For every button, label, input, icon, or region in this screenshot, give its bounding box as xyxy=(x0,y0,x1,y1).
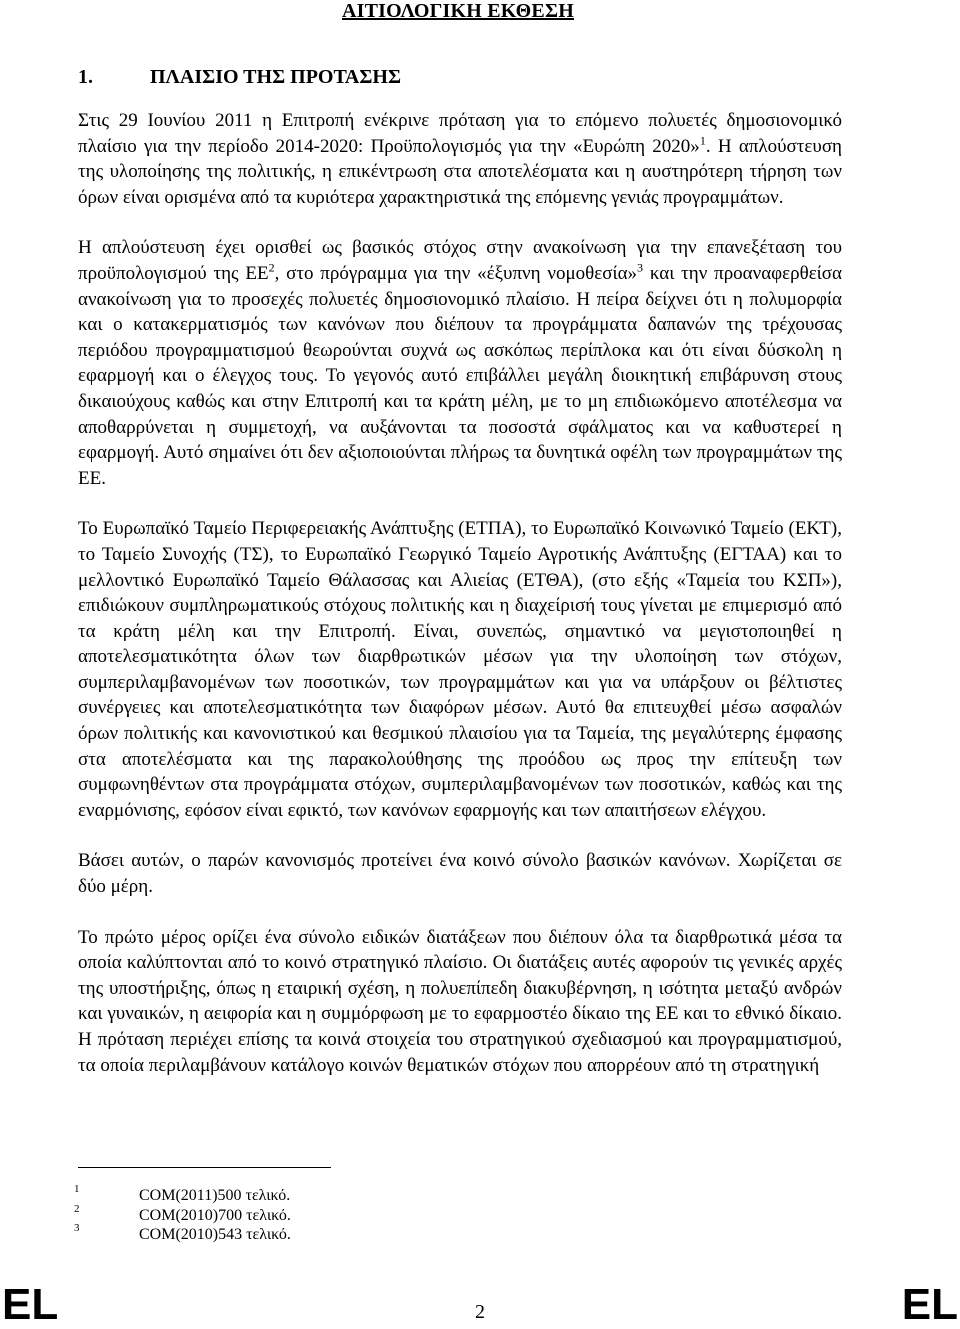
paragraph-3: Το Ευρωπαϊκό Ταμείο Περιφερειακής Ανάπτυξης (ΕΤΠΑ), το Ευρωπαϊκό Κοινωνικό Ταμείο (ΕΚΤ), το Ταμείο Συνοχής (ΤΣ), το Ευρωπαϊκό Γεωργικό Ταμείο Αγροτικής Ανάπτυξης (ΕΓΤΑΑ) και το μελλοντικό Ευρωπαϊκό Ταμείο Θάλασσας και Αλιείας (ΕΤΘΑ), (στο εξής «Ταμεία του ΚΣΠ»), επιδιώκουν συμπληρωματικούς στόχους πολιτικής και η διαχείρισή τους γίνεται με επιμερισμό από τα κράτη μέλη και την Επιτροπή. Είναι, συνεπώς, σημαντικό να μεγιστοποιηθεί η αποτελεσματικότητα όλων των διαρθρωτικών μέσων για την υλοποίηση των στόχων, συμπεριλαμβανομένων των ποσοτικών, των προγραμμάτων και για να υπάρξουν οι βέλτιστες συνέργειες και αποτελεσματικότητα των διαφόρων μέσων. Αυτό θα επιτευχθεί μέσω ασφαλών όρων πολιτικής και κανονιστικού και θεσμικού πλαισίου για τα Ταμεία, της μεγαλύτερης έμφασης στα αποτελέσματα και της παρακολούθησης της προόδου ως προς την επίτευξη των συμφωνηθέντων στα προγράμματα στόχων, συμπεριλαμβανομένων των ποσοτικών, καθώς και της εναρμόνισης, εφόσον είναι εφικτό, των κανόνων εφαρμογής και των απαιτήσεων ελέγχου. xyxy=(78,518,842,821)
footnote-separator xyxy=(78,1167,331,1168)
paragraph-5: Το πρώτο μέρος ορίζει ένα σύνολο ειδικών διατάξεων που διέπουν όλα τα διαρθρωτικά μέσα τα οποία καλύπτονται από το κοινό στρατηγικό πλαίσιο. Οι διατάξεις αυτές αφορούν τις γενικές αρχές της υποστήριξης, όπως η εταιρική σχέση, η πολυεπίπεδη διακυβέρνηση, η ισότητα μεταξύ ανδρών και γυναικών, η αειφορία και η συμμόρφωση με το εφαρμοστέο δίκαιο της ΕΕ και το εθνικό δίκαιο. Η πρόταση περιέχει επίσης τα κοινά στοιχεία του στρατηγικού σχεδιασμού και προγραμματισμού, τα οποία περιλαμβάνουν κατάλογο κοινών θεματικών στόχων που απορρέουν από τη στρατηγική xyxy=(78,926,842,1076)
page-number: 2 xyxy=(475,1301,485,1323)
section-number: 1. xyxy=(78,66,93,88)
footnote-text: COM(2010)543 τελικό. xyxy=(139,1226,291,1243)
footnotes xyxy=(74,1183,578,1245)
footnote-text: COM(2011)500 τελικό. xyxy=(139,1187,291,1204)
footnote-2 xyxy=(74,1202,578,1226)
footnote-text: COM(2010)700 τελικό. xyxy=(139,1206,291,1224)
language-code-left: EL xyxy=(2,1280,59,1329)
section-title: ΠΛΑΙΣΙΟ ΤΗΣ ΠΡΟΤΑΣΗΣ xyxy=(150,66,402,88)
paragraph-1-text-a: Στις 29 Ιουνίου 2011 η Επιτροπή ενέκρινε πρόταση για το επόμενο πολυετές δημοσιονομικό πλαίσιο για την περίοδο 2014-2020: Προϋπολογισμός για την «Ευρώπη 2020» xyxy=(78,110,842,157)
document-body xyxy=(78,108,842,1103)
paragraph-1-text-b: . Η απλούστευση της υλοποίησης της πολιτικής, η επικέντρωση στα αποτελέσματα και η αυστηρότερη τήρηση των όρων είναι ορισμένα από τα κυριότερα χαρακτηριστικά της επόμενης γενιάς προγραμμάτων. xyxy=(78,135,842,208)
paragraph-2-text-c: και την προαναφερθείσα ανακοίνωση για το προσεχές πολυετές δημοσιονομικό πλαίσιο. Η πείρα δείχνει ότι η πολυμορφία και ο κατακερματισμός των κανόνων που διέπουν τα προγράμματα δαπανών της τρέχουσας περιόδου προγραμματισμού θεωρούνται συχνά ως ασκόπως περίπλοκα και ότι είναι δύσκολη η εφαρμογή και ο έλεγχος τους. Το γεγονός αυτό επιβάλλει μεγάλη διοικητική επιβάρυνση στους δικαιούχους καθώς και στην Επιτροπή και τα κράτη μέλη, με το μη επιδιωκόμενο αποτέλεσμα να αποθαρρύνεται η συμμετοχή, να αυξάνονται τα ποσοστά σφάλματος και να καθυστερεί η εφαρμογή. Αυτό σημαίνει ότι δεν αξιοποιούνται πλήρως τα δυνητικά οφέλη των προγραμμάτων της ΕΕ. xyxy=(78,262,842,489)
footnote-1 xyxy=(74,1183,578,1206)
document-title: ΑΙΤΙΟΛΟΓΙΚΗ ΕΚΘΕΣΗ xyxy=(342,0,574,22)
footnote-reference-1: 1 xyxy=(699,133,706,148)
footnote-number: 1 xyxy=(74,1183,80,1195)
footnote-reference-2: 2 xyxy=(268,260,275,275)
paragraph-2-text-a: Η απλούστευση έχει ορισθεί ως βασικός στόχος στην ανακοίνωση για την επανεξέταση του προϋπολογισμού της ΕΕ xyxy=(78,237,842,284)
paragraph-2-text-b: , στο πρόγραμμα για την «έξυπνη νομοθεσία» xyxy=(274,262,638,284)
footnote-number: 2 xyxy=(74,1202,80,1215)
paragraph-1 xyxy=(78,108,842,210)
footnote-number: 3 xyxy=(74,1222,80,1234)
footnote-reference-3: 3 xyxy=(637,260,644,275)
paragraph-2 xyxy=(78,235,842,491)
paragraph-4: Βάσει αυτών, ο παρών κανονισμός προτείνει ένα κοινό σύνολο βασικών κανόνων. Χωρίζεται σε δύο μέρη. xyxy=(78,850,842,898)
footnote-3 xyxy=(74,1222,578,1245)
section-heading xyxy=(78,64,401,90)
language-code-right: EL xyxy=(901,1280,958,1329)
